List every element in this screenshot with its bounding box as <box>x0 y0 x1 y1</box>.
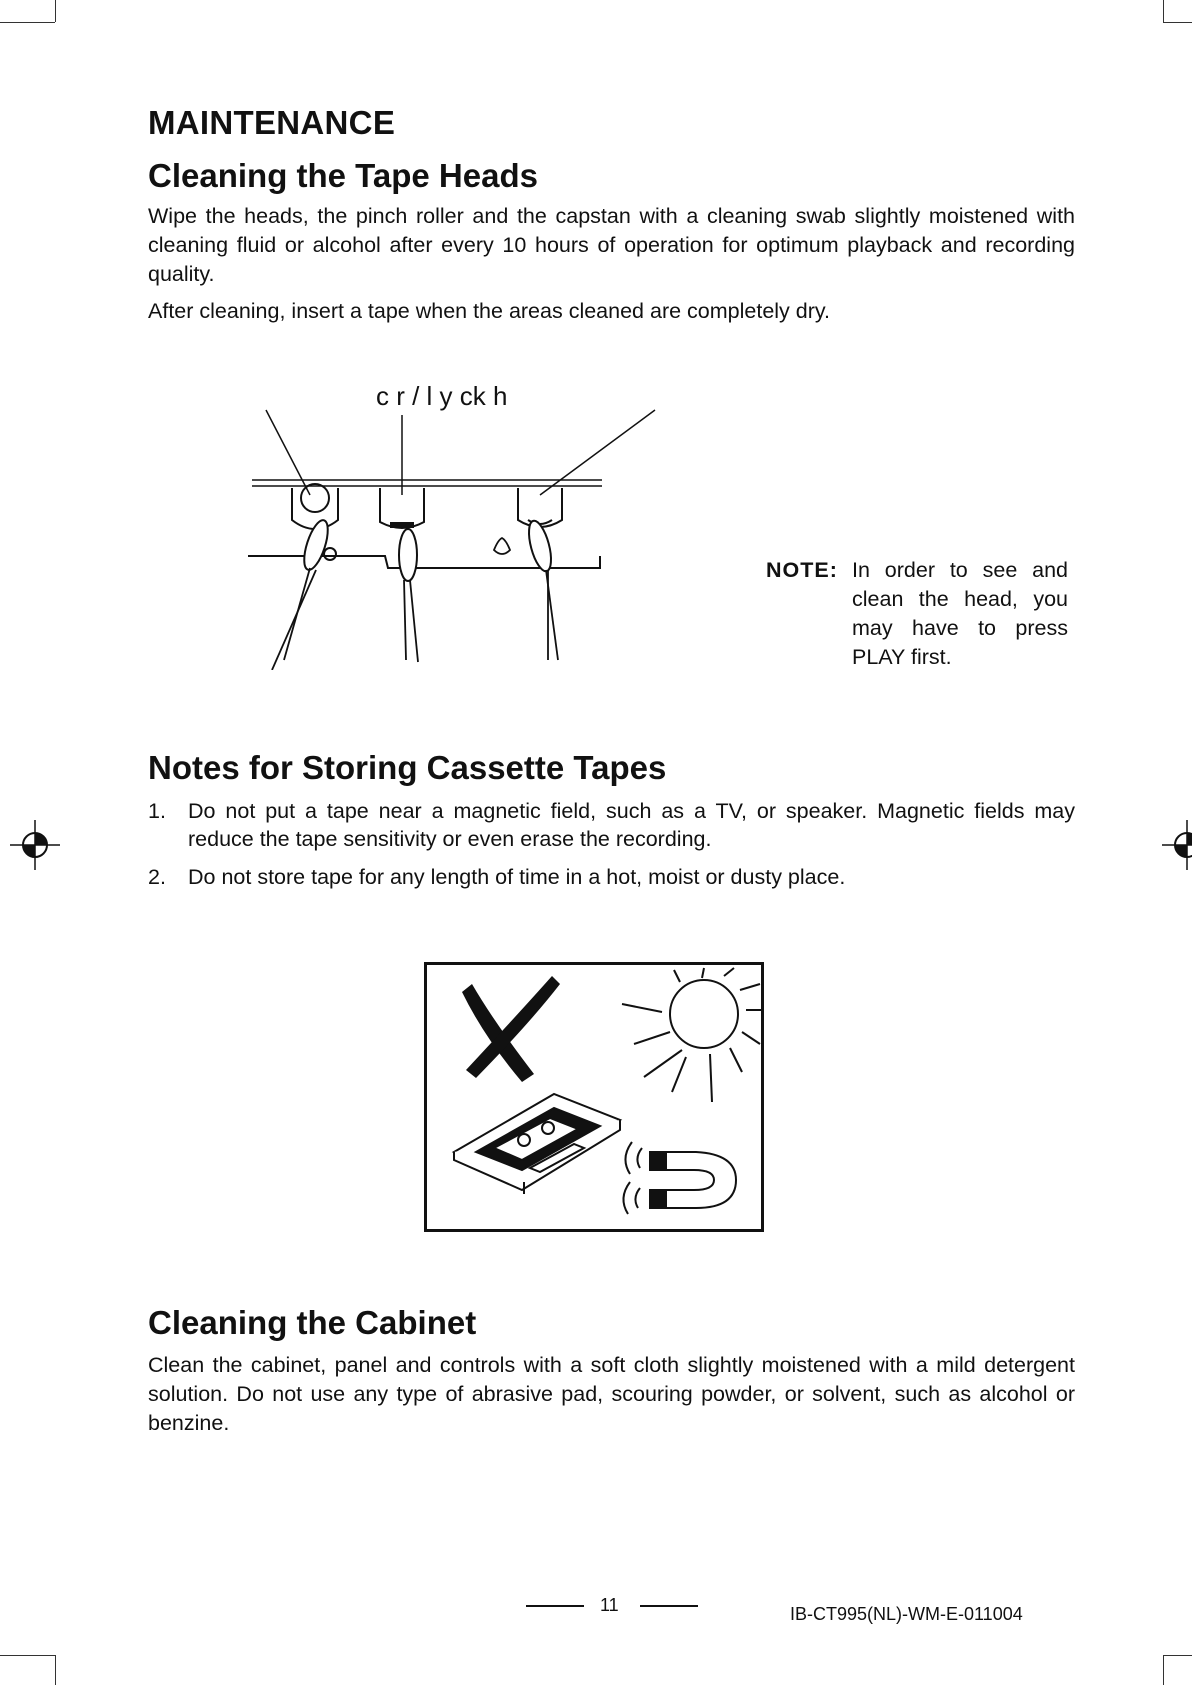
crop-mark <box>1163 22 1192 23</box>
crop-mark <box>0 1655 55 1656</box>
registration-mark-icon <box>1162 820 1192 870</box>
page-number: 11 <box>600 1595 619 1615</box>
document-code: IB-CT995(NL)-WM-E-011004 <box>790 1604 1023 1624</box>
page-title: MAINTENANCE <box>148 104 396 141</box>
cabinet-paragraph: Clean the cabinet, panel and controls with a soft cloth slightly moistened with a mild detergent solution. Do not use any type of abrasive pad, scouring powder, or solvent, such as alcohol or benzine. <box>148 1353 1075 1435</box>
list-item-number: 2. <box>148 865 166 889</box>
section-heading-cabinet: Cleaning the Cabinet <box>148 1304 477 1341</box>
storage-warning-illustration <box>424 962 764 1232</box>
note-block <box>766 556 1068 672</box>
registration-mark-icon <box>10 820 60 870</box>
storing-notes-list <box>148 797 1075 901</box>
list-item <box>148 797 1075 853</box>
list-item-text: Do not put a tape near a magnetic field, such as a TV, or speaker. Magnetic fields may reduce the tape sensitivity or even erase the recording. <box>188 799 1075 851</box>
tape-heads-dry-paragraph: After cleaning, insert a tape when the areas cleaned are completely dry. <box>148 299 831 323</box>
note-text: In order to see and clean the head, you may have to press PLAY first. <box>852 558 1068 669</box>
list-item <box>148 863 1075 891</box>
crop-mark <box>55 0 56 22</box>
crop-mark <box>55 1655 56 1685</box>
tape-heads-paragraph: Wipe the heads, the pinch roller and the capstan with a cleaning swab slightly moistened with cleaning fluid or alcohol after every 10 hours of operation for optimum playback and recording quality. <box>148 204 1075 286</box>
section-heading-storing: Notes for Storing Cassette Tapes <box>148 749 667 786</box>
crop-mark <box>1163 1655 1164 1685</box>
footer-rule-right <box>640 1605 698 1607</box>
section-heading-tape-heads: Cleaning the Tape Heads <box>148 157 538 194</box>
crop-mark <box>1163 1655 1192 1656</box>
list-item-number: 1. <box>148 799 166 823</box>
crop-mark <box>1163 0 1164 22</box>
footer-rule-left <box>526 1605 584 1607</box>
list-item-text: Do not store tape for any length of time in a hot, moist or dusty place. <box>188 865 846 889</box>
note-label: NOTE: <box>766 558 838 582</box>
crop-mark <box>0 22 55 23</box>
tape-head-cleaning-diagram <box>240 370 670 670</box>
diagram-label: c r / l y ck h <box>376 381 508 411</box>
